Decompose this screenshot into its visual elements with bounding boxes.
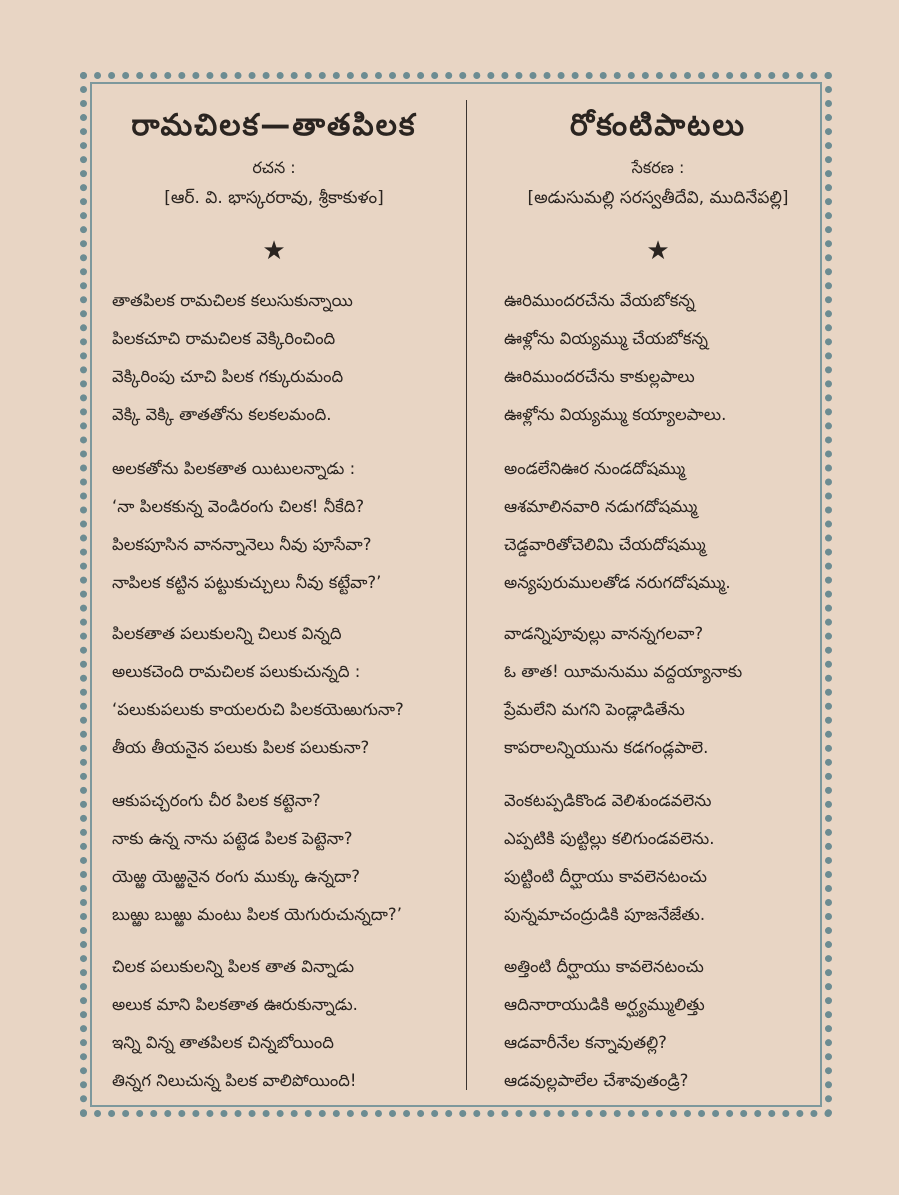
poem-line: బుఱ్ఱు బుఱ్ఱు మంటు పిలక యెగురుచున్నదా?’ <box>112 905 402 924</box>
right-credit: [అడుసుమల్లి సరస్వతీదేవి, ముదినేపల్లి] <box>527 188 789 208</box>
left-star-icon: ★ <box>262 236 286 266</box>
poem-line: తాతపిలక రామచిలక కలుసుకున్నాయి <box>112 291 353 310</box>
poem-line: చెడ్డవారితోచెలిమి చేయదోషమ్ము <box>504 535 706 554</box>
left-title: రామచిలక—తాతపిలక <box>131 108 417 143</box>
left-stanza-1 <box>94 282 454 434</box>
right-stanza-5 <box>478 948 838 1100</box>
poem-line: ఎప్పటికి పుట్టిల్లు కలిగుండవలెను. <box>504 829 715 848</box>
poem-line: ఆదినారాయుడికి అర్ఘ్యమ్ములిత్తు <box>504 995 705 1014</box>
poem-line: తిన్నగ నిలుచున్న పిలక వాలిపోయింది! <box>112 1071 357 1090</box>
right-stanza-4 <box>478 782 838 934</box>
column-divider <box>466 100 467 1090</box>
right-credit-label: సేకరణ : <box>631 158 685 177</box>
poem-line: అలుక మాని పిలకతాత ఊరుకున్నాడు. <box>112 995 358 1014</box>
left-credit: [ఆర్. వి. భాస్కరరావు, శ్రీకాకుళం] <box>164 188 384 208</box>
poem-line: పున్నమాచంద్రుడికి పూజనేజేతు. <box>504 905 706 924</box>
poem-line: అలకతోను పిలకతాత యిటులన్నాడు : <box>112 459 356 478</box>
right-stanza-1 <box>478 282 838 434</box>
right-stanza-3 <box>478 615 838 767</box>
poem-line: అండలేనిఊర నుండదోషమ్ము <box>504 459 686 478</box>
poem-line: ఊరిముందరచేను కాకుల్లపాలు <box>504 367 695 386</box>
poem-line: యెఱ్ఱ యెఱ్ఱనైన రంగు ముక్కు ఉన్నదా? <box>112 867 360 886</box>
poem-line: ఓ తాత! యీమనుము వద్దయ్యానాకు <box>504 662 743 681</box>
poem-line: తీయ తీయనైన పలుకు పిలక పలుకునా? <box>112 738 370 757</box>
poem-line: పిలకచూచి రామచిలక వెక్కిరించింది <box>112 329 336 348</box>
right-stanza-2 <box>478 450 838 602</box>
poem-line: పుట్టింటి దీర్ఘాయు కావలెనటంచు <box>504 867 707 886</box>
poem-line: ప్రేమలేని మగని పెండ్లాడితేను <box>504 700 685 719</box>
poem-line: వెంకటప్పడికొండ వెలిశుండవలెను <box>504 791 712 810</box>
poem-line: ఆడవారీనేల కన్నావుతల్లి? <box>504 1033 667 1052</box>
poem-line: ‘పలుకుపలుకు కాయలరుచి పిలకయెఱుగునా? <box>112 700 404 719</box>
left-stanza-4 <box>94 782 454 934</box>
poem-line: ఆశమాలినవారి నడుగదోషమ్ము <box>504 497 698 516</box>
poem-line: ఇన్ని విన్న తాతపిలక చిన్నబోయింది <box>112 1033 334 1052</box>
poem-line: వెక్కి వెక్కి తాతతోను కలకలమంది. <box>112 405 332 424</box>
left-stanza-2 <box>94 450 454 602</box>
right-title: రోకంటిపాటలు <box>569 108 746 143</box>
right-star-icon: ★ <box>646 236 670 266</box>
left-stanza-3 <box>94 615 454 767</box>
poem-line: ఊళ్లోను వియ్యమ్ము కయ్యాలపాలు. <box>504 405 727 424</box>
poem-line: వాడన్నిపూవుల్లు వానన్నగలవా? <box>504 624 704 643</box>
poem-line: చిలక పలుకులన్ని పిలక తాత విన్నాడు <box>112 957 355 976</box>
left-stanza-5 <box>94 948 454 1100</box>
poem-line: ఆకుపచ్చరంగు చీర పిలక కట్టెనా? <box>112 791 321 810</box>
poem-line: నాకు ఉన్న నాను పట్టెడ పిలక పెట్టెనా? <box>112 829 353 848</box>
poem-line: ‘నా పిలకకున్న వెండిరంగు చిలక! నీకేది? <box>112 497 365 516</box>
poem-line: నాపిలక కట్టిన పట్టుకుచ్చులు నీవు కట్టేవా?’ <box>112 573 382 592</box>
poem-line: పిలకపూసిన వానన్నానెలు నీవు పూసేవా? <box>112 535 372 554</box>
poem-line: అలుకచెంది రామచిలక పలుకుచున్నది : <box>112 662 361 681</box>
poem-line: వెక్కిరింపు చూచి పిలక గక్కురుమంది <box>112 367 344 386</box>
poem-line: పిలకతాత పలుకులన్ని చిలుక విన్నది <box>112 624 342 643</box>
left-credit-label: రచన : <box>252 158 296 177</box>
poem-line: అన్యపురుములతోడ నరుగదోషమ్ము. <box>504 573 731 592</box>
poem-line: అత్తింటి దీర్ఘాయు కావలెనటంచు <box>504 957 704 976</box>
poem-line: ఆడవుల్లపాలేల చేశావుతండ్రి? <box>504 1071 689 1090</box>
poem-line: ఊరిముందరచేను వేయబోకన్న <box>504 291 695 310</box>
poem-line: ఊళ్లోను వియ్యమ్ము చేయబోకన్న <box>504 329 709 348</box>
poem-line: కాపరాలన్నియును కడగండ్లపాలె. <box>504 738 709 757</box>
